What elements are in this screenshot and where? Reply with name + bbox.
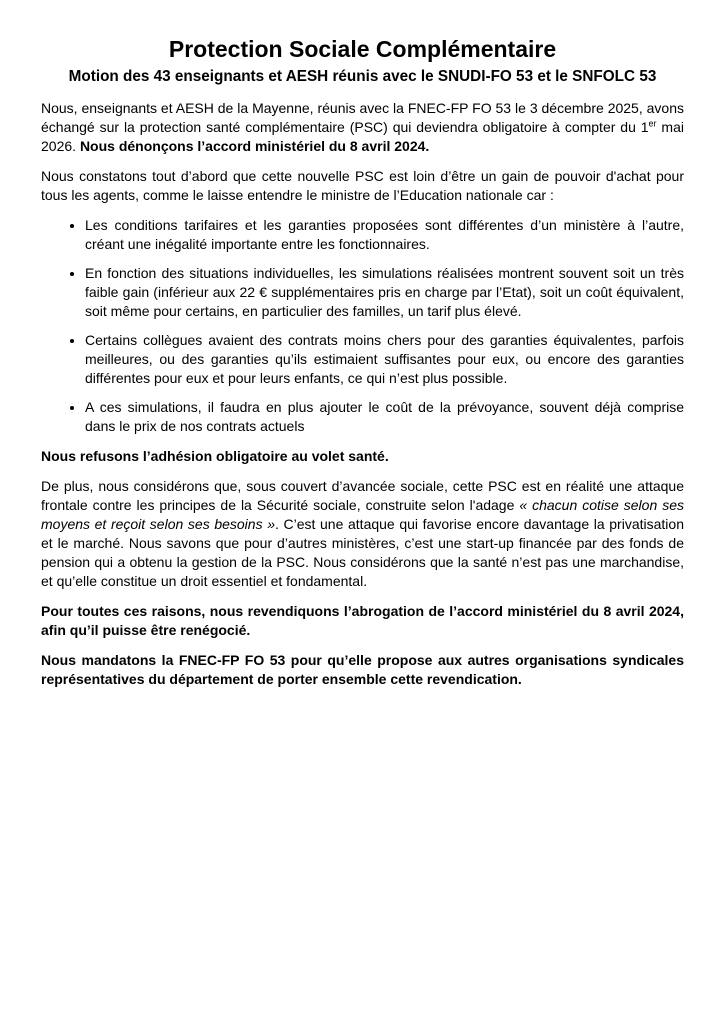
mandate-statement: Nous mandatons la FNEC-FP FO 53 pour qu’elle propose aux autres organisations syndicales représentatives du département de porter ensemble cette revendication.	[41, 652, 684, 688]
demand-abrogation-statement: Pour toutes ces raisons, nous revendiquons l’abrogation de l’accord ministériel du 8 avril 2024, afin qu’il puisse être renégocié.	[41, 603, 684, 639]
adage-quote-italic: « chacun cotise selon ses moyens et reçoit selon ses besoins »	[41, 497, 684, 533]
paragraph-intro	[41, 99, 684, 156]
grievance-item-text: Certains collègues avaient des contrats moins chers pour des garanties équivalentes, parfois meilleures, ou des garanties qu’ils estimaient suffisantes pour eux, ou encore des garanties différentes pour eux et pour leurs enfants, ce qui n’est plus possible.	[85, 332, 684, 387]
grievance-item-contrats	[85, 331, 684, 388]
grievance-item-text: Les conditions tarifaires et les garanties proposées sont différentes d’un ministère à l’autre, créant une inégalité importante entre les fonctionnaires.	[85, 217, 684, 253]
paragraph-securite-sociale	[41, 477, 684, 591]
intro-text-continued: mai 2026.	[41, 119, 684, 155]
grievances-list	[41, 216, 684, 436]
intro-denunciation-bold: Nous dénonçons l’accord ministériel du 8 avril 2024.	[79, 138, 430, 155]
document-subtitle: Motion des 43 enseignants et AESH réunis avec le SNUDI-FO 53 et le SNFOLC 53	[68, 67, 657, 85]
paragraph-constat: Nous constatons tout d’abord que cette nouvelle PSC est loin d’être un gain de pouvoir d'achat pour tous les agents, comme le laisse entendre le ministre de l’Education nationale car :	[41, 168, 684, 204]
grievance-item-prevoyance	[85, 398, 684, 436]
document-title: Protection Sociale Complémentaire	[168, 36, 557, 62]
grievance-item-tarifs	[85, 216, 684, 254]
grievance-item-text: En fonction des situations individuelles, les simulations réalisées montrent souvent soit un très faible gain (inférieur aux 22 € supplémentaires pris en charge par l’Etat), soit un coût équivalent, soit même pour certains, en particulier des familles, un tarif plus élevé.	[85, 265, 684, 320]
refusal-statement: Nous refusons l’adhésion obligatoire au volet santé.	[41, 448, 389, 465]
intro-ordinal-superscript: er	[648, 118, 657, 129]
grievance-item-text: A ces simulations, il faudra en plus ajouter le coût de la prévoyance, souvent déjà comprise dans le prix de nos contrats actuels	[85, 399, 684, 435]
intro-text: Nous, enseignants et AESH de la Mayenne, réunis avec la FNEC-FP FO 53 le 3 décembre 2025, avons échangé sur la protection santé complémentaire (PSC) qui deviendra obligatoire à compter du 1	[41, 100, 684, 136]
grievance-item-simulations	[85, 264, 684, 321]
securite-text: De plus, nous considérons que, sous couvert d’avancée sociale, cette PSC est en réalité une attaque frontale contre les principes de la Sécurité sociale, construite selon l'adage	[41, 478, 684, 514]
securite-text-continued: . C’est une attaque qui favorise encore davantage la privatisation et le marché. Nous savons que pour d’autres ministères, c’est une start-up financée par des fonds de pension qui a obtenu la gestion de la PSC. Nous considérons que la santé n’est pas une marchandise, et qu’elle constitue un droit essentiel et fondamental.	[41, 516, 684, 590]
